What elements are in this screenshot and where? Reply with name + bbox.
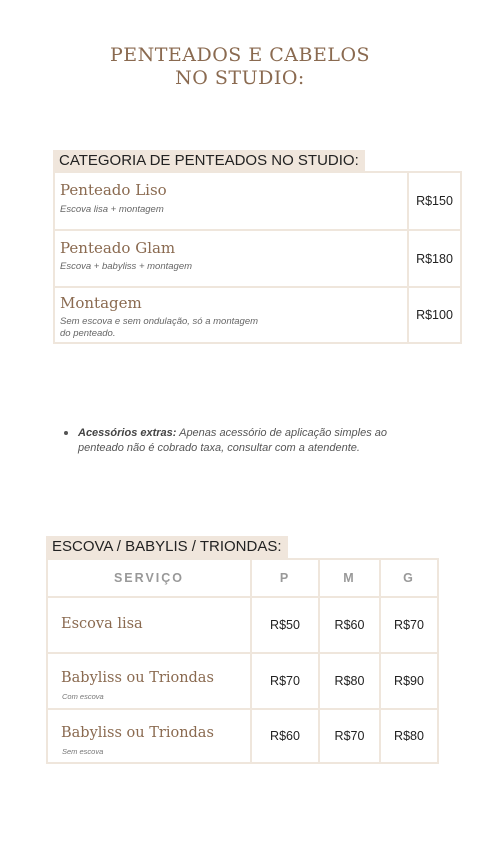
price-g: R$70 — [379, 598, 437, 652]
header-m: M — [318, 560, 379, 596]
bullet-icon — [64, 431, 68, 435]
header-g: G — [379, 560, 437, 596]
service-name: Babyliss ou Triondas — [61, 670, 214, 686]
header-p: P — [250, 560, 318, 596]
service-description: Escova + babyliss + montagem — [60, 261, 193, 272]
table-row — [48, 598, 437, 654]
service-description: Sem escova e sem ondulação, só a montagem do penteado. — [60, 316, 259, 339]
service-name: Penteado Glam — [60, 239, 176, 257]
price-m: R$70 — [318, 710, 379, 762]
service-name: Penteado Liso — [60, 181, 167, 199]
section-label-penteados: CATEGORIA DE PENTEADOS NO STUDIO: — [53, 150, 365, 172]
page-title — [0, 44, 480, 90]
table-row — [48, 654, 437, 710]
header-service: SERVIÇO — [113, 571, 185, 585]
price-p: R$60 — [250, 710, 318, 762]
title-line-1: PENTEADOS E CABELOS — [109, 44, 371, 66]
table-row — [48, 710, 437, 762]
table-row — [55, 173, 460, 231]
note-bold: Acessórios extras: — [78, 427, 177, 439]
section-label-escova: ESCOVA / BABYLIS / TRIONDAS: — [46, 536, 288, 558]
table-header-row — [48, 560, 437, 598]
service-price: R$180 — [407, 231, 460, 286]
title-line-2: NO STUDIO: — [175, 67, 305, 89]
table-row — [55, 231, 460, 288]
price-m: R$80 — [318, 654, 379, 708]
price-p: R$70 — [250, 654, 318, 708]
service-subtitle: Sem escova — [62, 747, 104, 756]
price-g: R$90 — [379, 654, 437, 708]
price-m: R$60 — [318, 598, 379, 652]
service-description: Escova lisa + montagem — [60, 204, 164, 215]
service-price: R$100 — [407, 288, 460, 342]
service-name: Escova lisa — [61, 616, 143, 632]
service-name: Montagem — [60, 294, 142, 312]
price-g: R$80 — [379, 710, 437, 762]
service-subtitle: Com escova — [62, 692, 104, 701]
escova-table — [46, 558, 439, 764]
penteados-table — [53, 171, 462, 344]
extras-note — [64, 426, 434, 456]
service-name: Babyliss ou Triondas — [61, 725, 214, 741]
service-price: R$150 — [407, 173, 460, 229]
note-text: Apenas acessório de aplicação simples ao penteado não é cobrado taxa, consultar com a atendente. — [78, 427, 387, 454]
price-p: R$50 — [250, 598, 318, 652]
table-row — [55, 288, 460, 342]
